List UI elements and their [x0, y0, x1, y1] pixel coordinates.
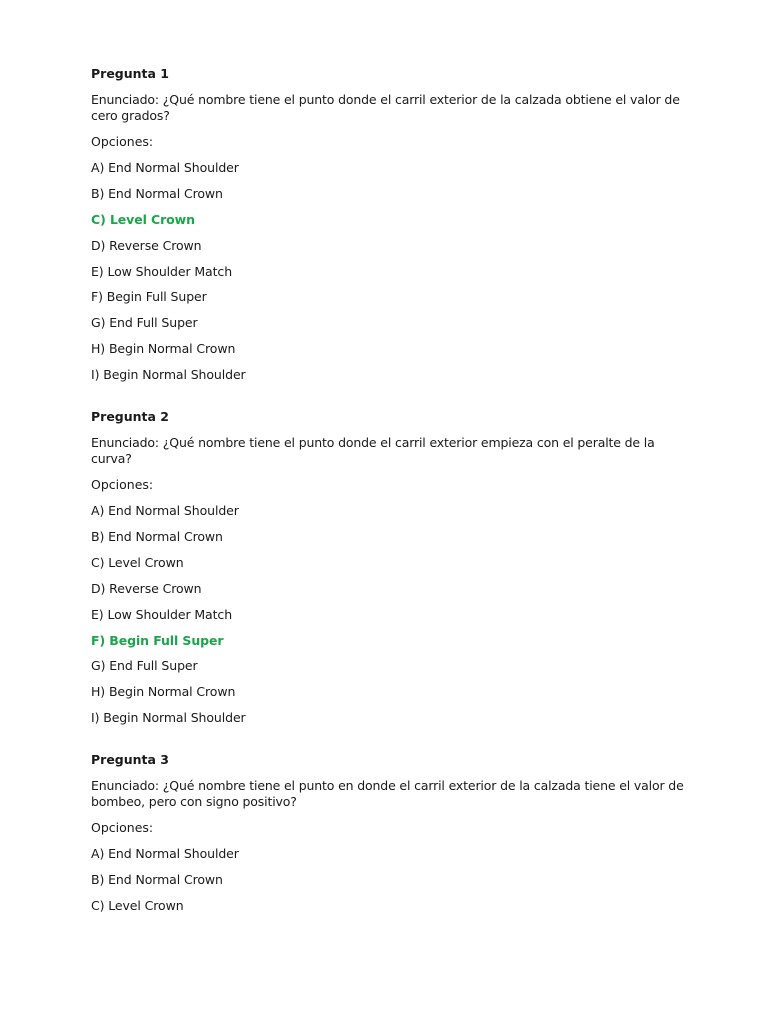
option-c: C) Level Crown	[91, 554, 184, 570]
question-2	[91, 409, 691, 726]
options-list	[91, 160, 691, 383]
option-f: F) Begin Full Super	[91, 289, 207, 305]
option-e: E) Low Shoulder Match	[91, 263, 233, 279]
question-title: Pregunta 2	[91, 409, 170, 425]
document-page	[91, 66, 691, 940]
option-b: B) End Normal Crown	[91, 872, 223, 888]
question-statement: Enunciado: ¿Qué nombre tiene el punto donde el carril exterior de la calzada obtiene el valor de cero grados?	[91, 92, 680, 123]
question-3	[91, 752, 691, 914]
option-h: H) Begin Normal Crown	[91, 341, 236, 357]
option-b: B) End Normal Crown	[91, 529, 223, 545]
option-g: G) End Full Super	[91, 315, 198, 331]
option-b: B) End Normal Crown	[91, 185, 223, 201]
option-h: H) Begin Normal Crown	[91, 684, 236, 700]
option-c-correct: C) Level Crown	[91, 211, 195, 227]
question-title: Pregunta 1	[91, 66, 170, 81]
option-a: A) End Normal Shoulder	[91, 160, 239, 175]
option-a: A) End Normal Shoulder	[91, 846, 239, 862]
options-list	[91, 503, 691, 726]
option-c: C) Level Crown	[91, 898, 184, 914]
option-e: E) Low Shoulder Match	[91, 606, 233, 622]
option-g: G) End Full Super	[91, 658, 198, 674]
question-1	[91, 66, 691, 383]
options-label: Opciones:	[91, 820, 154, 836]
option-i: I) Begin Normal Shoulder	[91, 710, 246, 726]
question-statement: Enunciado: ¿Qué nombre tiene el punto en donde el carril exterior de la calzada tiene el valor de bombeo, pero con signo positivo?	[91, 778, 684, 810]
option-i: I) Begin Normal Shoulder	[91, 367, 246, 383]
option-d: D) Reverse Crown	[91, 237, 202, 253]
options-list	[91, 846, 691, 914]
options-label: Opciones:	[91, 134, 154, 149]
option-a: A) End Normal Shoulder	[91, 503, 239, 519]
options-label: Opciones:	[91, 477, 154, 493]
option-d: D) Reverse Crown	[91, 580, 202, 596]
question-title: Pregunta 3	[91, 752, 170, 768]
option-f-correct: F) Begin Full Super	[91, 632, 224, 648]
question-statement: Enunciado: ¿Qué nombre tiene el punto donde el carril exterior empieza con el peralte de la curva?	[91, 435, 655, 467]
